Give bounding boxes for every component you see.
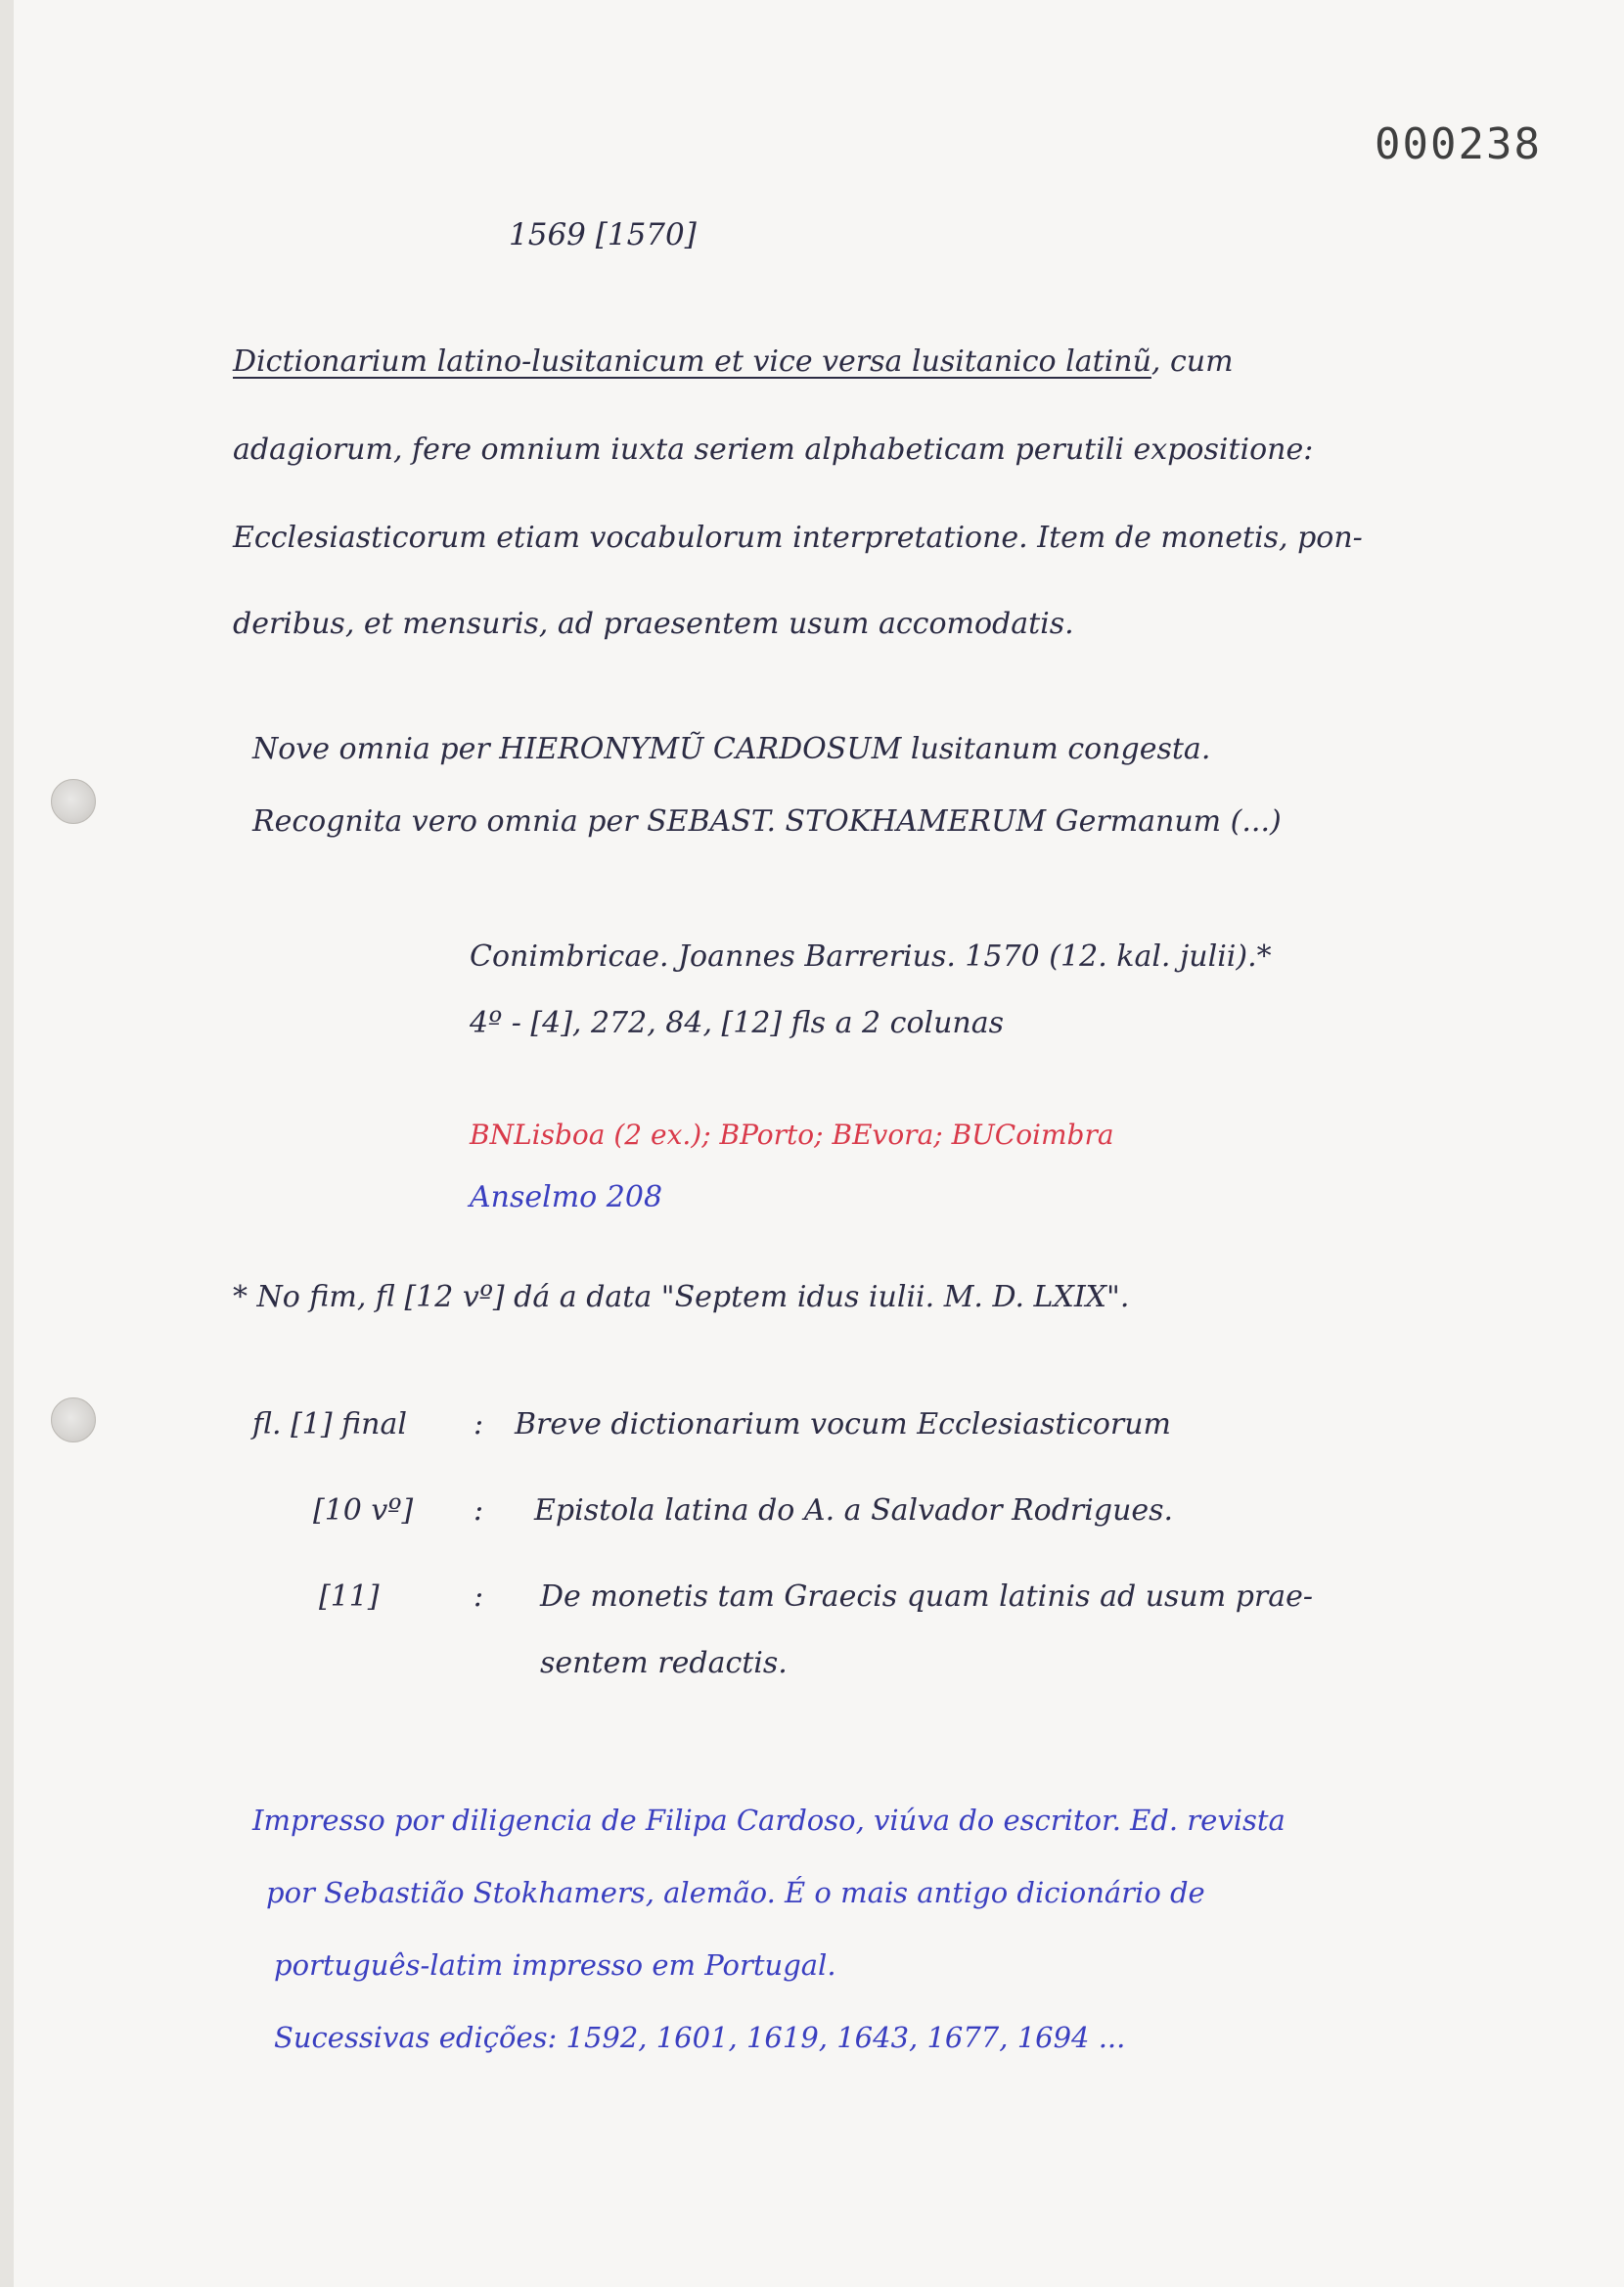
authors-line-1: Nove omnia per HIERONYMŨ CARDOSUM lusitanum congesta. — [252, 732, 1211, 766]
note-line-3: português-latim impresso em Portugal. — [274, 1948, 836, 1982]
contents-ref-2: [10 vº] — [313, 1493, 414, 1528]
contents-text-1: Breve dictionarium vocum Ecclesiasticorum — [515, 1407, 1172, 1441]
contents-ref-3: [11] — [319, 1579, 380, 1614]
archive-stamp-number: 000238 — [1375, 119, 1542, 169]
title-line-1 — [233, 343, 1234, 382]
title-underlined: Dictionarium latino-lusitanicum et vice versa lusitanico latinũ — [233, 344, 1151, 379]
footnote: * No fim, fl [12 vº] dá a data "Septem idus iulii. M. D. LXIX". — [233, 1280, 1130, 1314]
contents-sep-1: : — [474, 1407, 484, 1441]
punch-hole-icon — [51, 779, 96, 824]
publication-year: 1569 [1570] — [509, 217, 697, 252]
page-edge-shadow — [0, 0, 14, 2287]
imprint-line-1: Conimbricae. Joannes Barrerius. 1570 (12. kal. julii).* — [470, 939, 1272, 974]
contents-ref-1: fl. [1] final — [252, 1407, 407, 1441]
contents-sep-3: : — [474, 1579, 484, 1614]
title-line-2: adagiorum, fere omnium iuxta seriem alphabeticam perutili expositione: — [233, 433, 1314, 467]
contents-sep-2: : — [474, 1493, 484, 1528]
note-line-1: Impresso por diligencia de Filipa Cardoso, viúva do escritor. Ed. revista — [252, 1804, 1286, 1837]
imprint-line-2: 4º - [4], 272, 84, [12] fls a 2 colunas — [470, 1006, 1005, 1040]
holdings-libraries: BNLisboa (2 ex.); BPorto; BEvora; BUCoimbra — [470, 1119, 1114, 1151]
note-line-4: Sucessivas edições: 1592, 1601, 1619, 1643, 1677, 1694 ... — [274, 2021, 1126, 2054]
title-line-1-end: , cum — [1150, 344, 1234, 379]
bibliographic-reference: Anselmo 208 — [470, 1180, 663, 1214]
authors-line-2: Recognita vero omnia per SEBAST. STOKHAMERUM Germanum (...) — [252, 804, 1282, 839]
title-line-4: deribus, et mensuris, ad praesentem usum accomodatis. — [233, 607, 1074, 641]
title-line-3: Ecclesiasticorum etiam vocabulorum interpretatione. Item de monetis, pon- — [233, 521, 1363, 555]
punch-hole-icon — [51, 1397, 96, 1442]
contents-text-3: De monetis tam Graecis quam latinis ad usum prae- — [540, 1579, 1314, 1614]
note-line-2: por Sebastião Stokhamers, alemão. É o mais antigo dicionário de — [266, 1876, 1205, 1909]
contents-text-3-continued: sentem redactis. — [540, 1646, 788, 1680]
contents-text-2: Epistola latina do A. a Salvador Rodrigues. — [534, 1493, 1174, 1528]
